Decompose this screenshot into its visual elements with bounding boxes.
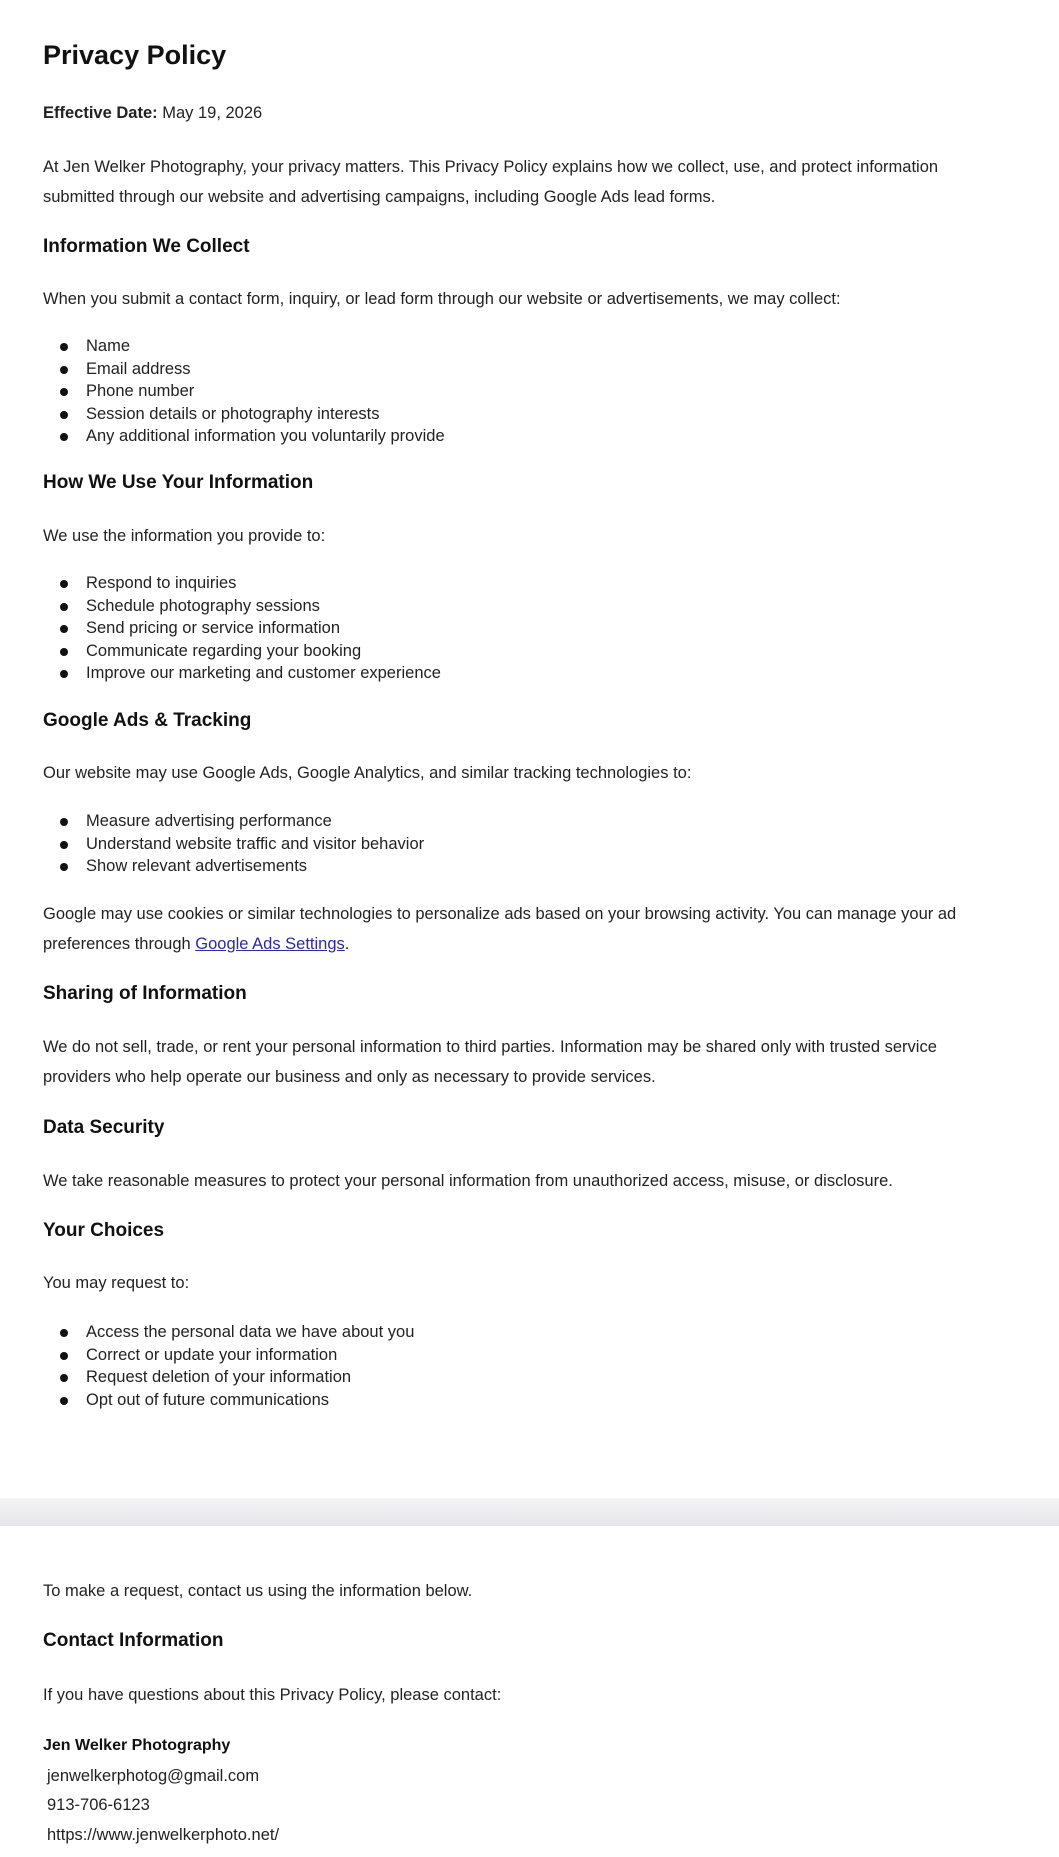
ads-text: Our website may use Google Ads, Google Analytics, and similar tracking technologies to: — [43, 764, 692, 782]
list-item: Opt out of future communications — [43, 1389, 414, 1412]
ads-cookies-prefix: preferences through — [43, 935, 196, 953]
use-heading: How We Use Your Information — [43, 472, 314, 493]
contact-business-name: Jen Welker Photography — [43, 1737, 231, 1754]
list-item: Understand website traffic and visitor behavior — [43, 833, 424, 856]
choices-request-text: To make a request, contact us using the information below. — [43, 1582, 473, 1600]
list-item: Session details or photography interests — [43, 403, 445, 426]
collect-heading: Information We Collect — [43, 236, 250, 257]
choices-text: You may request to: — [43, 1274, 190, 1292]
security-heading: Data Security — [43, 1117, 165, 1138]
list-item: Any additional information you voluntarily provide — [43, 425, 445, 448]
collect-text: When you submit a contact form, inquiry, or lead form through our website or advertisements, we may collect: — [43, 290, 841, 308]
intro-paragraph — [43, 152, 938, 212]
list-item: Respond to inquiries — [43, 572, 441, 595]
use-list — [43, 572, 441, 685]
sharing-heading: Sharing of Information — [43, 983, 247, 1004]
contact-text: If you have questions about this Privacy Policy, please contact: — [43, 1686, 502, 1704]
list-item: Access the personal data we have about you — [43, 1321, 414, 1344]
use-text: We use the information you provide to: — [43, 527, 326, 545]
contact-heading: Contact Information — [43, 1630, 224, 1651]
sharing-paragraph — [43, 1032, 937, 1092]
list-item: Communicate regarding your booking — [43, 640, 441, 663]
effective-date-value: May 19, 2026 — [162, 104, 263, 122]
contact-email: jenwelkerphotog@gmail.com — [47, 1767, 260, 1785]
effective-date-label: Effective Date: — [43, 104, 158, 122]
list-item: Correct or update your information — [43, 1344, 414, 1367]
list-item: Request deletion of your information — [43, 1366, 414, 1389]
sharing-line-1: We do not sell, trade, or rent your personal information to third parties. Information may be shared only with trusted service — [43, 1038, 937, 1056]
ads-cookies-paragraph — [43, 899, 956, 959]
intro-line-2: submitted through our website and advertising campaigns, including Google Ads lead forms. — [43, 188, 716, 206]
ads-cookies-suffix: . — [344, 935, 350, 953]
page-break — [0, 1498, 1059, 1527]
ads-list — [43, 810, 424, 878]
ads-cookies-line-1: Google may use cookies or similar technologies to personalize ads based on your browsing activity. You can manage your ad — [43, 905, 957, 923]
contact-phone: 913-706-6123 — [47, 1796, 150, 1814]
list-item: Name — [43, 335, 445, 358]
intro-line-1: At Jen Welker Photography, your privacy matters. This Privacy Policy explains how we collect, use, and protect information — [43, 158, 939, 176]
list-item: Email address — [43, 358, 445, 381]
collect-list — [43, 335, 445, 448]
choices-heading: Your Choices — [43, 1220, 165, 1241]
list-item: Improve our marketing and customer experience — [43, 662, 441, 685]
list-item: Show relevant advertisements — [43, 855, 424, 878]
list-item: Send pricing or service information — [43, 617, 441, 640]
choices-list — [43, 1321, 414, 1411]
list-item: Phone number — [43, 380, 445, 403]
security-text: We take reasonable measures to protect your personal information from unauthorized access, misuse, or disclosure. — [43, 1172, 893, 1190]
contact-website: https://www.jenwelkerphoto.net/ — [47, 1826, 280, 1844]
ads-heading: Google Ads & Tracking — [43, 710, 252, 731]
effective-date — [43, 98, 262, 128]
google-ads-settings-link[interactable]: Google Ads Settings — [195, 935, 345, 953]
list-item: Schedule photography sessions — [43, 595, 441, 618]
ads-cookies-line-2 — [43, 929, 956, 959]
list-item: Measure advertising performance — [43, 810, 424, 833]
sharing-line-2: providers who help operate our business and only as necessary to provide services. — [43, 1068, 656, 1086]
page-title: Privacy Policy — [43, 40, 227, 70]
